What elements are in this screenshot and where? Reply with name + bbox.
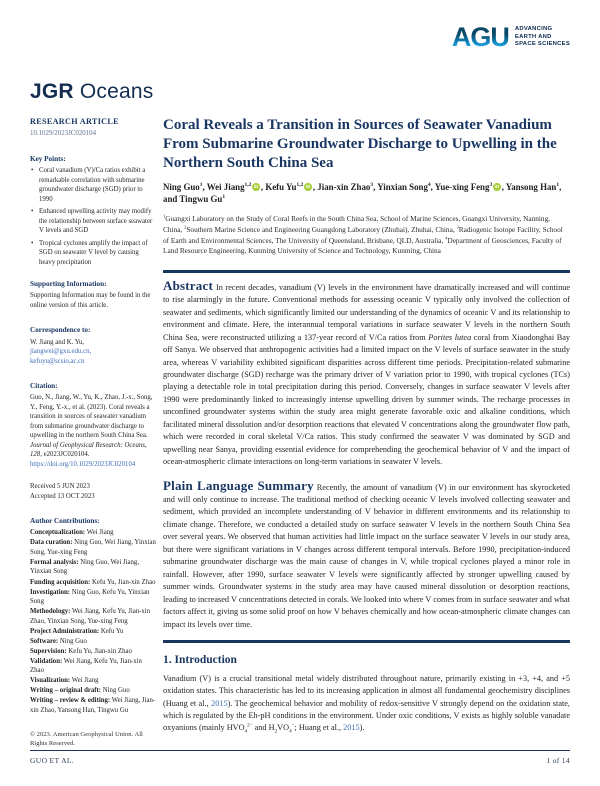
main-content — [163, 114, 570, 735]
contribution-role: Validation: — [30, 657, 63, 665]
author-name: Ning Guo — [163, 182, 200, 192]
author-name: and Tingwu Gu — [163, 194, 223, 204]
section-divider-rule — [163, 640, 570, 643]
contribution-entry: Project Administration: Kefu Yu — [30, 627, 124, 635]
affiliation-sup: 1 — [163, 213, 166, 219]
journal-logo-oceans: Oceans — [79, 80, 154, 103]
contribution-entry: Funding acquisition: Kefu Yu, Jian-xin Zhao — [30, 578, 156, 586]
author-affiliation-sup: 1 — [199, 182, 203, 189]
affiliation-text: Radiogenic Isotope Facility, School of Earth and Environmental Sciences, The University of Queensland, Brisbane, QLD, Australia, — [163, 224, 563, 245]
author-name: Jian-xin Zhao — [317, 182, 371, 192]
author-affiliation-sup: 1,2 — [244, 182, 252, 189]
authors-line: Ning Guo$^1$, Wei Jiang$^{1,2}$ iD , Kefu Yu$^{1,2}$ iD , Jian-xin Zhao$^3$, Yinxian Song$^4$, Yue-xing Feng$^3$ iD , Yansong Han$^1$, and Tingwu Gu$^1$ — [163, 182, 562, 204]
agu-tagline — [515, 26, 570, 48]
introduction-formula: 2− — [247, 722, 253, 729]
plain-language-text: Recently, the amount of vanadium (V) in our environment has skyrocketed and will only continue to increase. The traditional method of checking oceanic V levels involved collecting seawater and sediment, which provided an incomplete understanding of V behavior in different environments and its relationship to climate change. Therefore, we conducted a detailed study on surface seawater V levels in the northern South China Sea over several years. We observed that human activities had little impact on the surface seawater V levels in our study area, but there were significant variations in V changes across different temporal intervals. Before 1990, precipitation-induced submarine groundwater discharge was the main cause of changes in V, while tropical cyclones played a minor role in rainfall. However, after 1990, surface seawater V levels were significantly affected by stronger upwelling caused by summer winds. Groundwater systems in the study area may have caused mineral dissolution or desorption reactions, leading to increased V concentrations detected in corals. We looked into where V comes from in surface seawater and what factors affect it, giving us some solid proof on how V behaves chemically and how ocean-atmospheric climate changes can impact its levels over time. — [163, 482, 570, 629]
introduction-text: VO — [277, 723, 290, 733]
introduction-heading: 1. Introduction — [163, 653, 237, 666]
abstract-text: coral from Xiaodonghai Bay off Sanya. We observed that anthropogenic activities had a limited impact on the V levels of surface seawater in the study area, whereas V variability exhibited significant disparities across different time periods. Precipitation-related submarine groundwater discharge (SGD) recharge was the primary driver of V variation prior to 1990, with tropical cyclones (TCs) playing a detectable role in total precipitation during this period. Conversely, changes in surface seawater V levels after 1990 were predominantly linked to increasingly intense upwelling driven by summer winds. The recharge processes in unconfined groundwater systems within the study area might generate favorable oxic and alkaline conditions, which facilitated mineral dissolution and/or desorption reactions that elevated V concentrations along the groundwater flow path, which were recorded in coral skeletal V/Ca ratios. This study confirmed the seawater V was dominated by SGD and upwelling near Sanya, providing essential evidence for comprehending the geochemical behavior of V and the impact of ocean-atmospheric climate interactions on long-term variations in seawater V levels. — [163, 332, 570, 467]
contribution-entry: Conceptualization: Wei Jiang — [30, 529, 114, 537]
author-name: Wei Jiang — [206, 182, 245, 192]
introduction-link[interactable]: 2015 — [211, 698, 228, 708]
author-contributions-list — [30, 528, 156, 715]
affiliation-sup: 3 — [456, 224, 459, 230]
author-affiliation-sup: 1,2 — [296, 182, 304, 189]
contribution-entry: Formal analysis: Ning Guo, Wei Jiang, Yinxian Song — [30, 558, 140, 576]
author-affiliation-sup: 3 — [489, 182, 493, 189]
sidebar — [30, 116, 156, 749]
correspondence-heading: Correspondence to: — [30, 326, 91, 335]
contribution-entry: Methodology: Wei Jiang, Kefu Yu, Jian-xin Zhao, Yinxian Song, Yue-xing Feng — [30, 608, 151, 625]
introduction-text — [163, 673, 570, 735]
journal-logo — [30, 80, 153, 104]
affiliation-sup: 4 — [445, 235, 448, 241]
contribution-entry: Supervision: Kefu Yu, Jian-xin Zhao — [30, 647, 132, 655]
orcid-icon[interactable]: iD — [494, 184, 500, 189]
affiliation-sup: 2 — [184, 224, 187, 230]
contribution-entry: Software: Ning Guo — [30, 637, 87, 645]
plain-language-heading: Plain Language Summary — [163, 477, 314, 493]
contribution-role: Project Administration: — [30, 627, 100, 635]
citation-text: , — [144, 441, 147, 449]
abstract-text — [163, 283, 570, 466]
agu-tagline-line3: SPACE SCIENCES — [514, 41, 570, 48]
key-points-list — [30, 166, 156, 267]
introduction-text: ). — [359, 723, 365, 733]
article-type-label: RESEARCH ARTICLE — [30, 117, 119, 126]
contribution-role: Software: — [30, 637, 59, 645]
introduction-link[interactable]: 2015 — [343, 723, 360, 733]
journal-logo-jgr: JGR — [30, 80, 74, 103]
contribution-entry: Visualization: Wei Jiang — [30, 677, 99, 685]
citation-heading: Citation: — [30, 382, 58, 391]
received-date: Received 5 JUN 2023 — [30, 483, 90, 491]
author-contributions-heading: Author Contributions: — [30, 517, 100, 526]
citation-link[interactable]: https://doi.org/10.1029/2023JC020104 — [30, 460, 136, 468]
introduction-formula: 4 — [289, 729, 292, 736]
author-affiliation-sup: 3 — [370, 182, 374, 189]
contribution-role: Investigation: — [30, 588, 71, 596]
page-footer — [30, 750, 570, 765]
agu-tagline-line2: EARTH AND — [514, 33, 552, 40]
author-affiliation-sup: 1 — [556, 182, 560, 189]
accepted-date: Accepted 13 OCT 2023 — [30, 492, 95, 500]
agu-logo — [452, 24, 570, 51]
citation-text: Guo, N., Jiang, W., Yu, K., Zhao, J.-x., Song, Y., Feng, Y.-x., et al. (2023). Coral reveals a transition in sources of seawater vanadium from submarine groundwater discharge to upwelling in the northern South China Sea. — [30, 394, 153, 440]
affiliation-text: Southern Marine Science and Engineering Guangdong Laboratory (Zhuhai), Zhuhai, China, — [186, 224, 457, 234]
key-point-item: • Coral vanadium (V)/Ca ratios exhibit a remarkable correlation with submarine groundwater discharge (SGD) prior to 1990 — [30, 166, 156, 204]
abstract-text: In recent decades, vanadium (V) levels in the environment have dramatically increased and will continue to rise alarmingly in the future. Conventional methods for assessing oceanic V typically only involved the collection of seawater and sediments, which significantly limited our understanding of the dynamics of oceanic V and its relationship to environment and climate. Here, the interannual temporal variations in surface seawater V levels in the northern South China Sea, were reconstructed utilizing a 137-year record of V/Ca ratios from — [163, 282, 570, 342]
footer-authors: GUO ET AL. — [30, 756, 74, 765]
citation-italic: Journal of Geophysical Research: Oceans — [30, 441, 145, 449]
contribution-role: Writing – review & editing: — [30, 697, 111, 705]
citation-text: , e2023JC020104. — [40, 451, 90, 459]
contribution-role: Writing – original draft: — [30, 687, 102, 695]
author-name: Yansong Han — [505, 182, 557, 192]
introduction-text: ). The geochemical behavior and mobility of redox-sensitive V strongly depend on the oxidation state, which is regulated by the Eh-pH conditions in the environment. Under oxic conditions, V exists as highly soluble vanadate oxyanions (mainly HVO — [163, 698, 570, 733]
author-affiliation-sup: 1 — [222, 194, 226, 201]
contribution-entry: Data curation: Ning Guo, Wei Jiang, Yinxian Song, Yue-xing Feng — [30, 539, 156, 556]
supporting-info-heading: Supporting Information: — [30, 280, 107, 289]
contribution-role: Conceptualization: — [30, 529, 86, 537]
author-name: Yinxian Song — [377, 182, 428, 192]
contribution-entry: Writing – original draft: Ning Guo — [30, 687, 130, 695]
contribution-entry: Writing – review & editing: Wei Jiang, Jian-xin Zhao, Yansong Han, Tingwu Gu — [30, 697, 156, 714]
key-point-item: • Enhanced upwelling activity may modify the relationship between surface seawater V levels and SGD — [30, 207, 156, 236]
contribution-role: Supervision: — [30, 647, 67, 655]
affiliation-text: Department of Geosciences, Faculty of Land Resource Engineering, Kunming University of Science and Technology, Kunming, China — [163, 235, 562, 256]
orcid-icon[interactable]: iD — [253, 184, 259, 189]
author-name: Kefu Yu — [265, 182, 297, 192]
correspondence-emails — [30, 347, 156, 366]
article-doi: 10.1029/2023JC020104 — [30, 130, 97, 138]
affiliations — [163, 214, 570, 257]
copyright-notice: © 2023. American Geophysical Union. All Rights Reserved. — [30, 731, 143, 748]
article-title: Coral Reveals a Transition in Sources of Seawater Vanadium From Submarine Groundwater Discharge to Upwelling in the Northern South China Sea — [163, 117, 557, 171]
introduction-formula: 4 — [244, 729, 248, 736]
abstract-paragraph — [163, 277, 570, 469]
author-affiliation-sup: 4 — [427, 182, 431, 189]
contribution-role: Visualization: — [30, 677, 71, 685]
citation-italic: 128 — [30, 451, 41, 459]
correspondence-email-link[interactable]: jiangwei@gxu.edu.cn, — [30, 348, 92, 356]
contribution-role: Data curation: — [30, 539, 73, 547]
abstract-italic: Porites lutea — [428, 332, 472, 342]
supporting-info-body: Supporting Information may be found in the online version of this article. — [30, 292, 151, 309]
author-name: Yue-xing Feng — [434, 182, 490, 192]
key-point-item: • Tropical cyclones amplify the impact of SGD on seawater V level by causing heavy precipitation — [30, 239, 156, 268]
abstract-heading: Abstract — [163, 277, 213, 293]
contribution-entry: Investigation: Ning Guo, Kefu Yu, Yinxian Song — [30, 588, 150, 606]
correspondence-names: W. Jiang and K. Yu, — [30, 338, 85, 346]
contribution-role: Formal analysis: — [30, 558, 79, 566]
introduction-formula: 2 — [274, 729, 278, 736]
footer-page-number: 1 of 14 — [546, 756, 570, 765]
introduction-formula: − — [291, 722, 295, 729]
agu-logo-icon: AGU — [451, 22, 509, 52]
citation-body — [30, 393, 156, 469]
contribution-entry: Validation: Wei Jiang, Kefu Yu, Jian-xin Zhao — [30, 657, 142, 675]
correspondence-email-link[interactable]: kefuyu@scsio.ac.cn — [30, 357, 85, 365]
introduction-text: and H — [252, 723, 275, 733]
plain-language-paragraph — [163, 477, 570, 631]
introduction-text: ; Huang et al., — [294, 723, 344, 733]
orcid-icon[interactable]: iD — [305, 184, 311, 189]
introduction-text: Vanadium (V) is a crucial transitional metal widely distributed throughout nature, primarily existing in +3, +4, and +5 oxidation states. This characteristic has led to its increasing application in almost all fundamental geochemistry disciplines (Huang et al., — [163, 673, 570, 708]
abstract-top-rule — [163, 270, 570, 273]
agu-tagline-line1: ADVANCING — [514, 26, 553, 33]
key-points-heading: Key Points: — [30, 155, 66, 164]
contribution-role: Methodology: — [30, 608, 71, 616]
affiliation-text: Guangxi Laboratory on the Study of Coral Reefs in the South China Sea, School of Marine Sciences, Guangxi University, Nanning, China, — [163, 214, 551, 234]
contribution-role: Funding acquisition: — [30, 578, 91, 586]
